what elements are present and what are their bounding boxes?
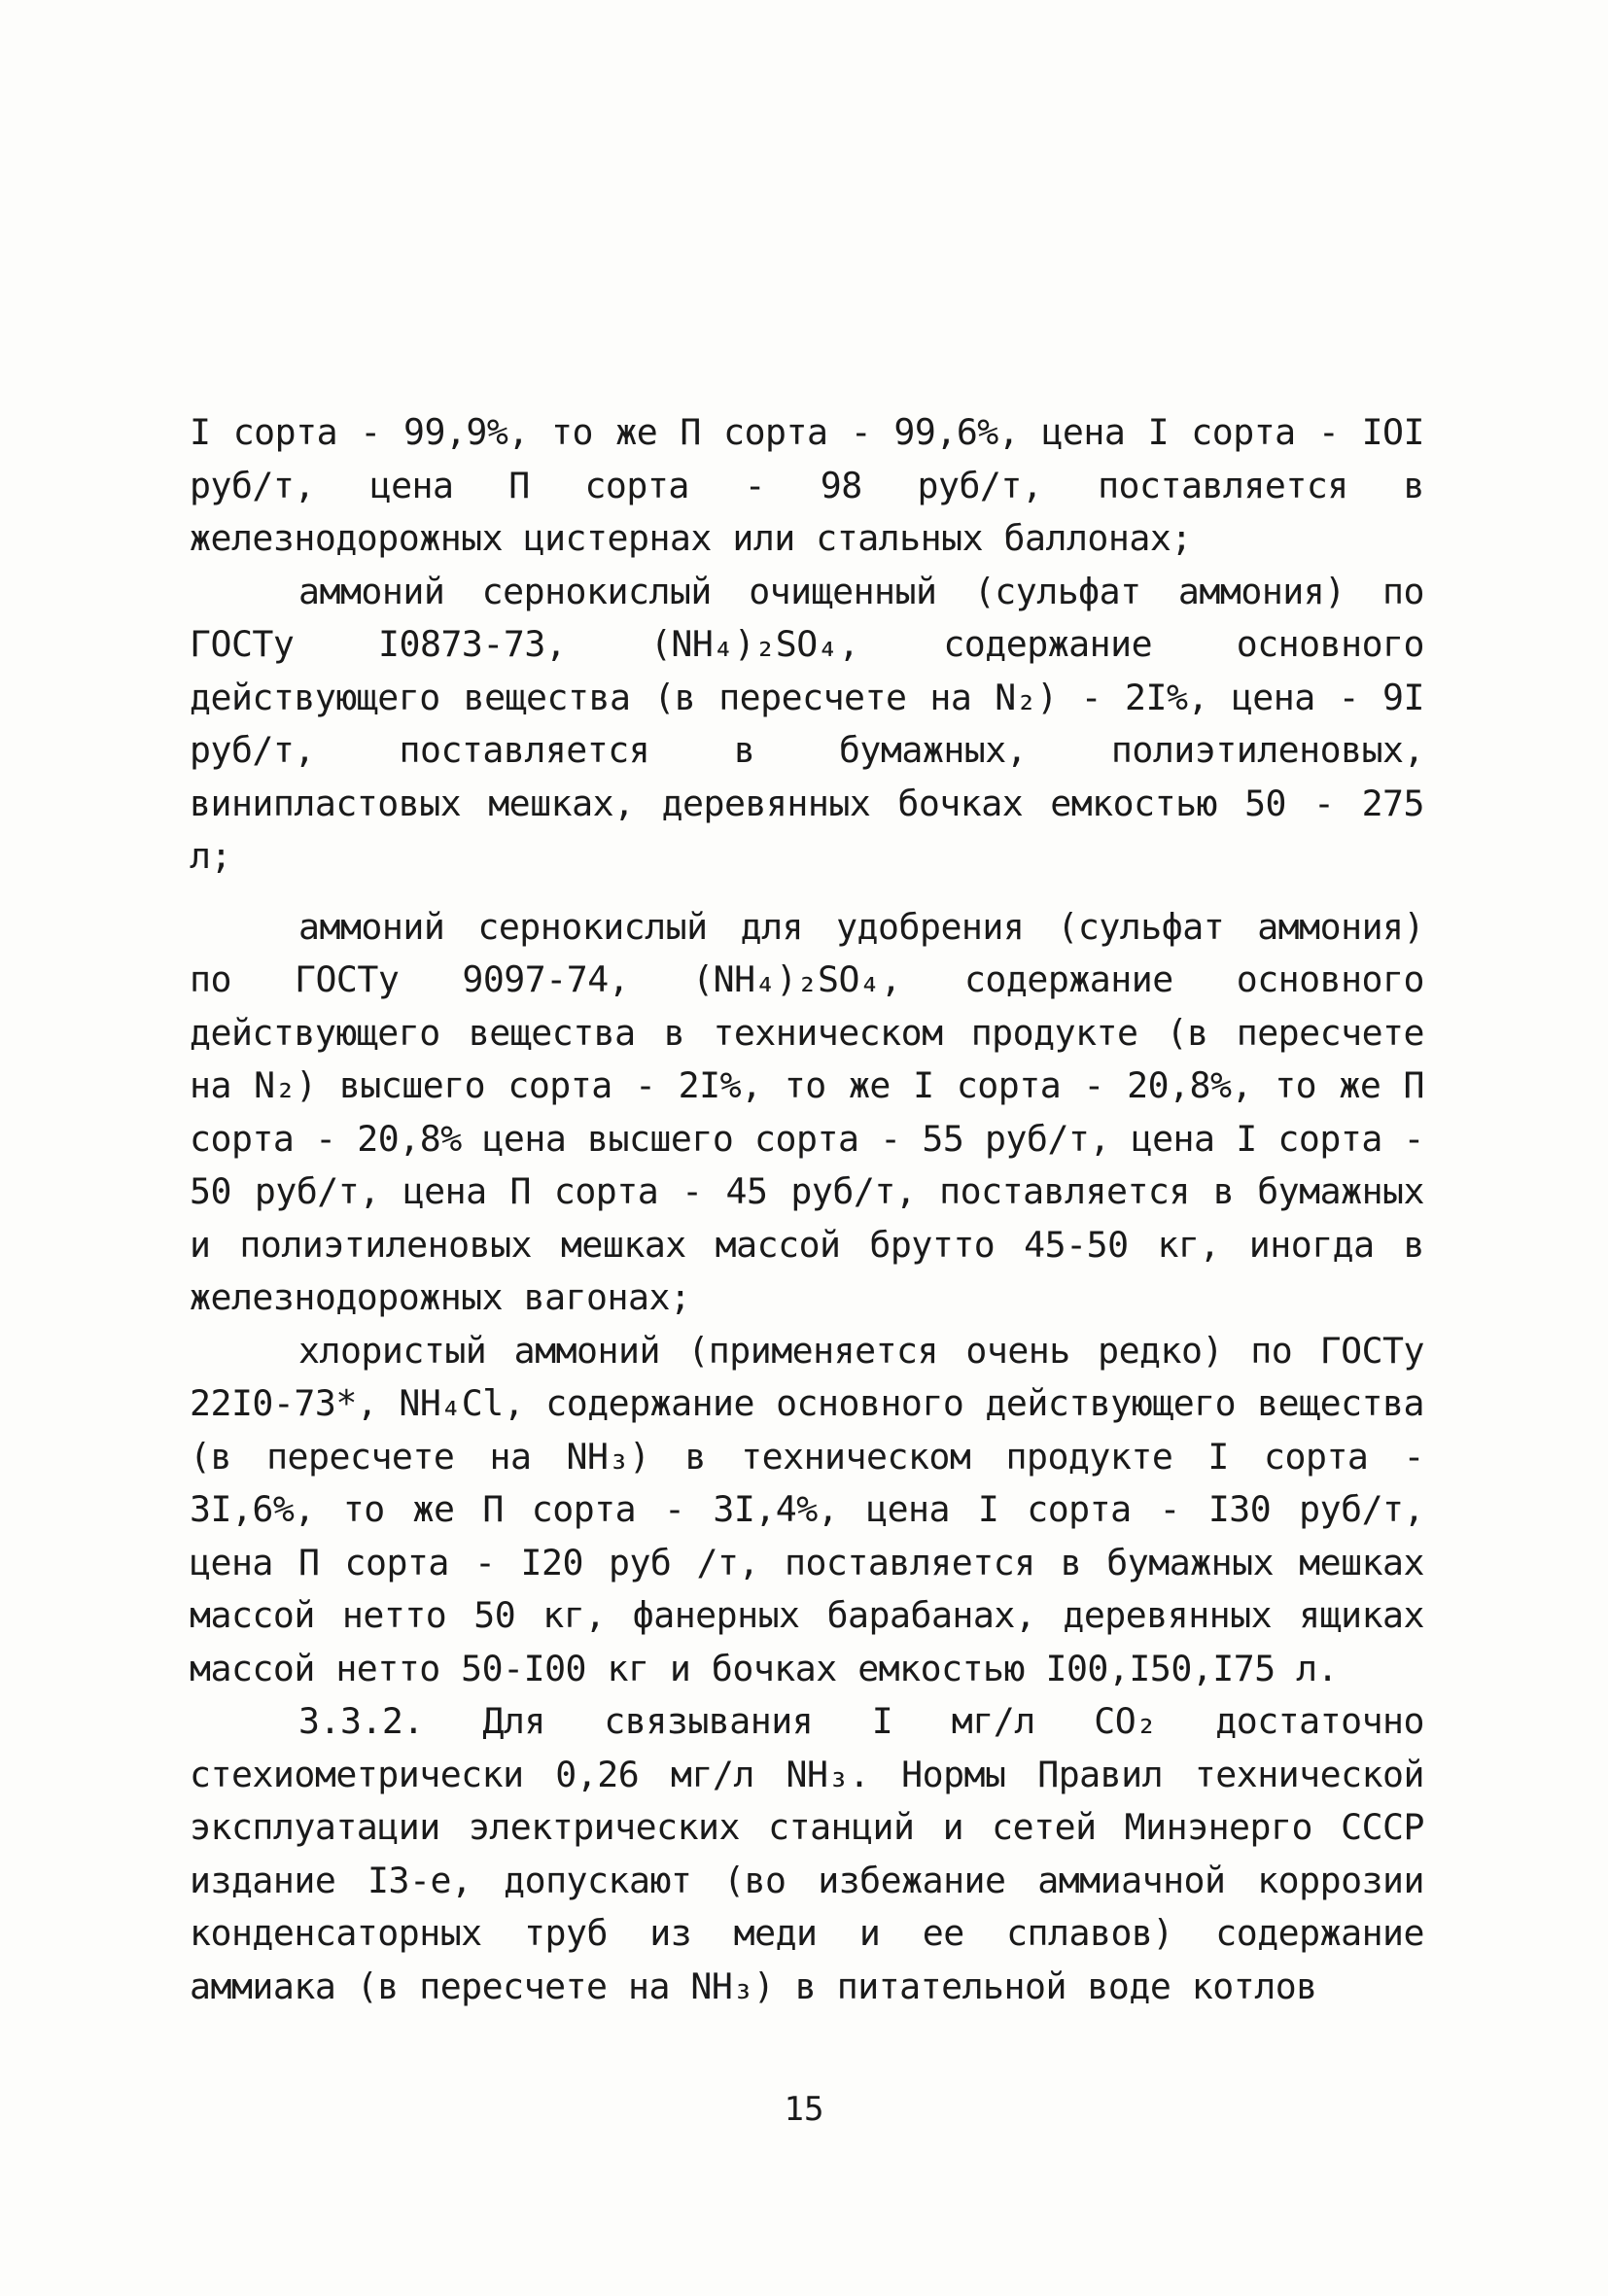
paragraph-ammonium-sulfate-fertilizer: аммоний сернокислый для удобрения (сульфат аммония) по ГОСТу 9097-74, (NH₄)₂SO₄, содержание основного действующего вещества в техническом продукте (в пересчете на N₂) высшего сорта - 2I%, то же I сорта - 20,8%, то же П сорта - 20,8% цена высшего сорта - 55 руб/т, цена I сорта - 50 руб/т, цена П сорта - 45 руб/т, поставляется в бумажных и полиэтиленовых мешках массой брутто 45-50 кг, иногда в железнодорожных вагонах; (190, 905, 1424, 1318)
page-number: 15 (784, 2090, 824, 2129)
paragraph-ammonium-chloride: хлористый аммоний (применяется очень редко) по ГОСТу 22I0-73*, NH₄Cl, содержание основного действующего вещества (в пересчете на NH₃) в техническом продукте I сорта - 3I,6%, то же П сорта - 3I,4%, цена I сорта - I30 руб/т, цена П сорта - I20 руб /т, поставляется в бумажных мешках массой нетто 50 кг, фанерных барабанах, деревянных ящиках массой нетто 50-I00 кг и бочках емкостью I00,I50,I75 л. (190, 1329, 1424, 1689)
paragraph-section-3-3-2: 3.3.2. Для связывания I мг/л CO₂ достаточно стехиометрически 0,26 мг/л NH₃. Нормы Правил технической эксплуатации электрических станций и сетей Минэнерго СССР издание I3-е, допускают (во избежание аммиачной коррозии конденсаторных труб из меди и ее сплавов) содержание аммиака (в пересчете на NH₃) в питательной воде котлов (190, 1700, 1424, 2007)
paragraph-ammonium-sulfate-purified: аммоний сернокислый очищенный (сульфат аммония) по ГОСТу I0873-73, (NH₄)₂SO₄, содержание основного действующего вещества (в пересчете на N₂) - 2I%, цена - 9I руб/т, поставляется в бумажных, полиэтиленовых, винипластовых мешках, деревянных бочках емкостью 50 - 275 л; (190, 570, 1424, 877)
paragraph-ammonia-grades: I сорта - 99,9%, то же П сорта - 99,6%, цена I сорта - IOI руб/т, цена П сорта - 98 руб/т, поставляется в железнодорожных цистернах или стальных баллонах; (190, 411, 1424, 559)
body-text (190, 406, 1424, 2013)
